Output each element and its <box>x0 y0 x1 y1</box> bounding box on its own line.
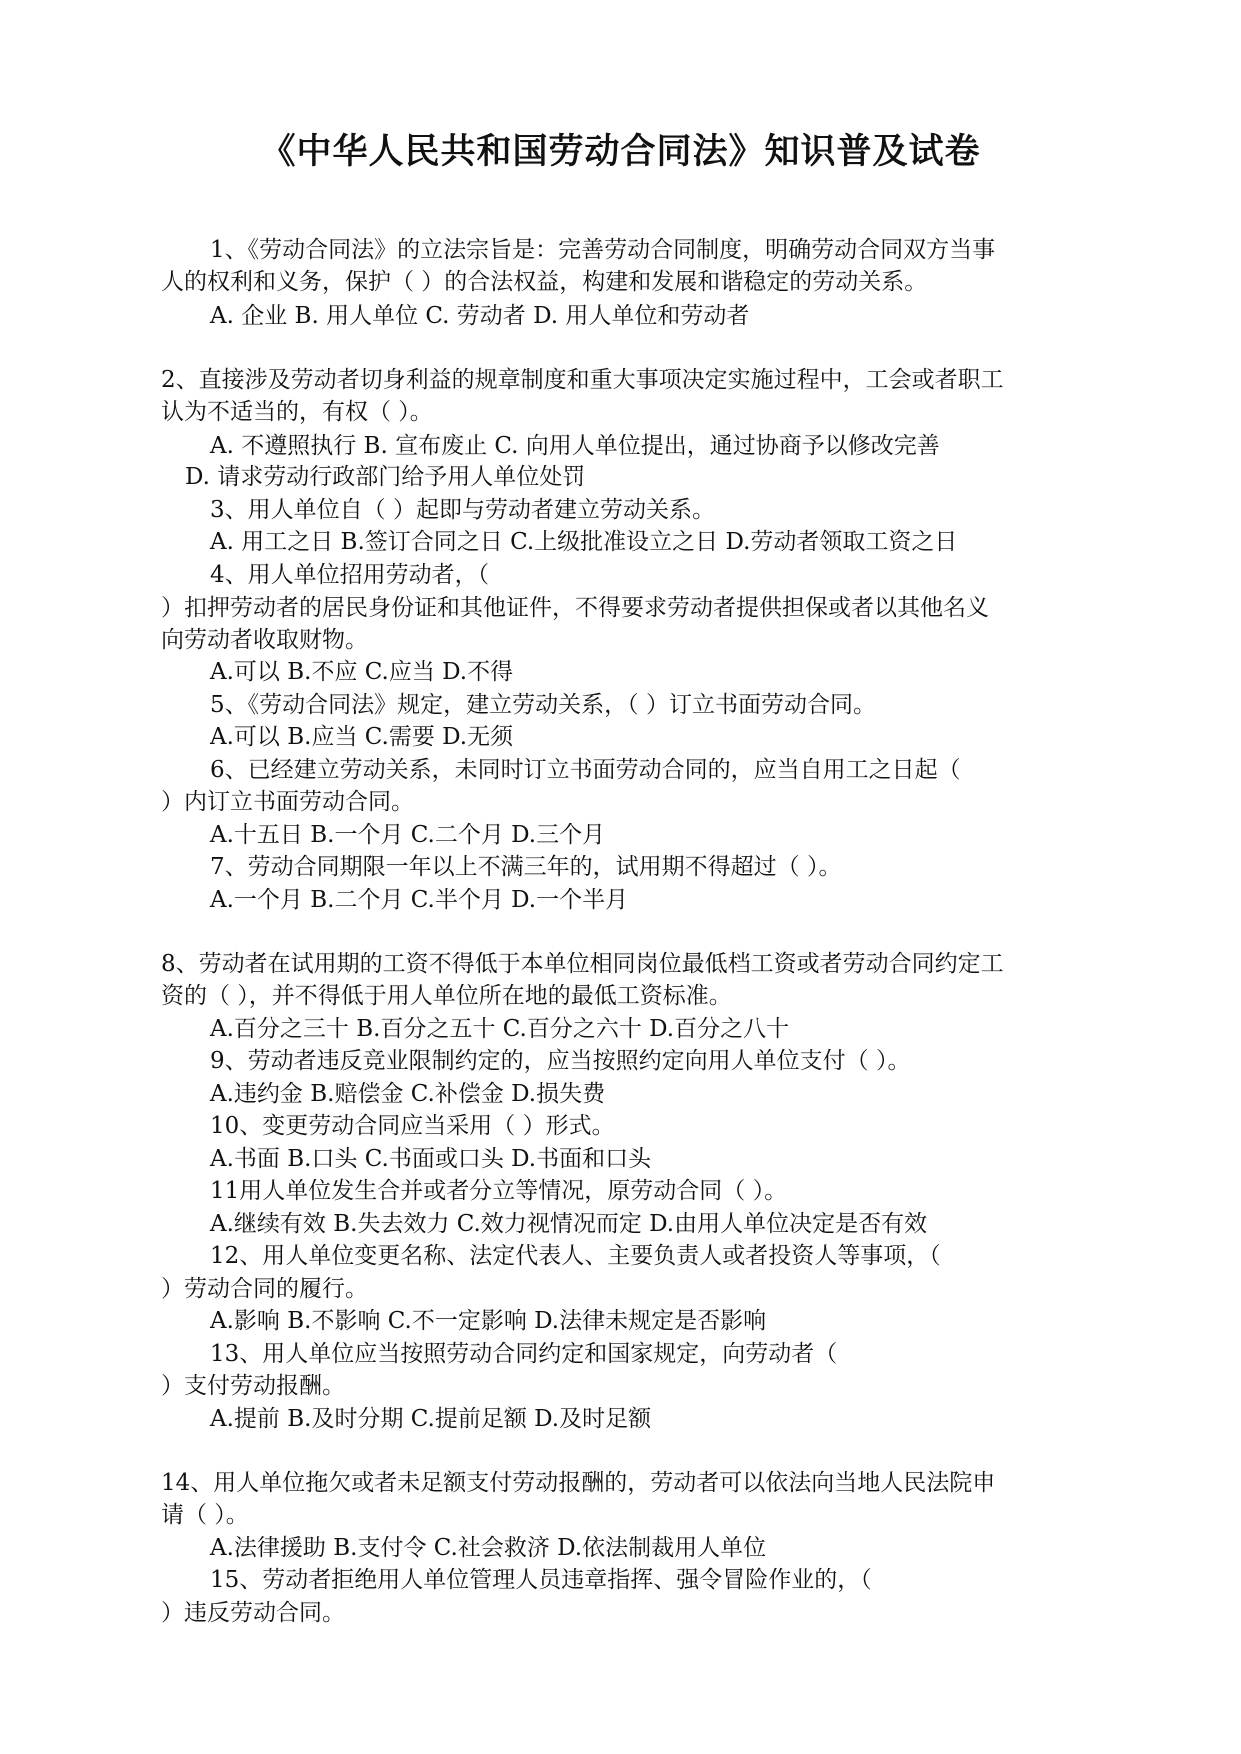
question-12-options: A.影响 B.不影响 C.不一定影响 D.法律未规定是否影响 <box>210 1308 767 1334</box>
question-10-options: A.书面 B.口头 C.书面或口头 D.书面和口头 <box>210 1146 652 1172</box>
question-14-options: A.法律援助 B.支付令 C.社会救济 D.依法制裁用人单位 <box>210 1535 767 1561</box>
question-5-options: A.可以 B.应当 C.需要 D.无须 <box>210 724 514 750</box>
question-6-line-2: ）内订立书面劳动合同。 <box>161 789 414 815</box>
question-9-options: A.违约金 B.赔偿金 C.补偿金 D.损失费 <box>210 1081 606 1107</box>
question-14-line-2: 请（ ）。 <box>161 1502 249 1528</box>
question-2-line-2: 认为不适当的，有权（ ）。 <box>161 399 433 425</box>
question-10-line-1: 10、变更劳动合同应当采用（ ）形式。 <box>210 1113 615 1139</box>
question-12-line-1: 12、用人单位变更名称、法定代表人、主要负责人或者投资人等事项，（ <box>210 1243 941 1269</box>
question-2-line-1: 2、直接涉及劳动者切身利益的规章制度和重大事项决定实施过程中，工会或者职工 <box>161 367 1004 393</box>
question-2-options-2: D. 请求劳动行政部门给予用人单位处罚 <box>185 464 586 490</box>
question-8-line-2: 资的（ ），并不得低于用人单位所在地的最低工资标准。 <box>161 983 732 1009</box>
question-9-line-1: 9、劳动者违反竞业限制约定的，应当按照约定向用人单位支付（ ）。 <box>210 1048 911 1074</box>
question-8-options: A.百分之三十 B.百分之五十 C.百分之六十 D.百分之八十 <box>210 1016 790 1042</box>
question-2-options-1: A. 不遵照执行 B. 宣布废止 C. 向用人单位提出，通过协商予以修改完善 <box>210 433 940 459</box>
page-title: 《中华人民共和国劳动合同法》知识普及试卷 <box>260 131 981 172</box>
question-8-line-1: 8、劳动者在试用期的工资不得低于本单位相同岗位最低档工资或者劳动合同约定工 <box>161 951 1004 977</box>
question-3-options: A. 用工之日 B.签订合同之日 C.上级批准设立之日 D.劳动者领取工资之日 <box>210 529 958 555</box>
question-6-line-1: 6、已经建立劳动关系，未同时订立书面劳动合同的，应当自用工之日起（ <box>210 757 961 783</box>
question-6-options: A.十五日 B.一个月 C.二个月 D.三个月 <box>210 822 606 848</box>
question-4-line-3: 向劳动者收取财物。 <box>161 627 368 653</box>
question-3-line-1: 3、用人单位自（ ）起即与劳动者建立劳动关系。 <box>210 497 715 523</box>
question-1-line-2: 人的权利和义务，保护（ ）的合法权益，构建和发展和谐稳定的劳动关系。 <box>161 269 928 295</box>
question-4-line-2: ）扣押劳动者的居民身份证和其他证件，不得要求劳动者提供担保或者以其他名义 <box>161 595 989 621</box>
question-13-line-2: ）支付劳动报酬。 <box>161 1373 345 1399</box>
question-7-options: A.一个月 B.二个月 C.半个月 D.一个半月 <box>210 887 629 913</box>
question-13-options: A.提前 B.及时分期 C.提前足额 D.及时足额 <box>210 1406 652 1432</box>
question-15-line-2: ）违反劳动合同。 <box>161 1600 345 1626</box>
question-1-line-1: 1、《劳动合同法》的立法宗旨是：完善劳动合同制度，明确劳动合同双方当事 <box>210 237 996 263</box>
question-4-line-1: 4、用人单位招用劳动者，（ <box>210 562 490 588</box>
question-1-options: A. 企业 B. 用人单位 C. 劳动者 D. 用人单位和劳动者 <box>210 303 750 329</box>
question-7-line-1: 7、劳动合同期限一年以上不满三年的，试用期不得超过（ ）。 <box>210 854 842 880</box>
question-4-options: A.可以 B.不应 C.应当 D.不得 <box>210 659 514 685</box>
question-13-line-1: 13、用人单位应当按照劳动合同约定和国家规定，向劳动者（ <box>210 1341 838 1367</box>
question-5-line-1: 5、《劳动合同法》规定，建立劳动关系，（ ）订立书面劳动合同。 <box>210 692 876 718</box>
question-11-line-1: 11用人单位发生合并或者分立等情况，原劳动合同（ ）。 <box>210 1178 788 1204</box>
question-12-line-2: ）劳动合同的履行。 <box>161 1276 368 1302</box>
question-11-options: A.继续有效 B.失去效力 C.效力视情况而定 D.由用人单位决定是否有效 <box>210 1211 928 1237</box>
question-14-line-1: 14、用人单位拖欠或者未足额支付劳动报酬的，劳动者可以依法向当地人民法院申 <box>161 1470 996 1496</box>
question-15-line-1: 15、劳动者拒绝用人单位管理人员违章指挥、强令冒险作业的，（ <box>210 1567 872 1593</box>
